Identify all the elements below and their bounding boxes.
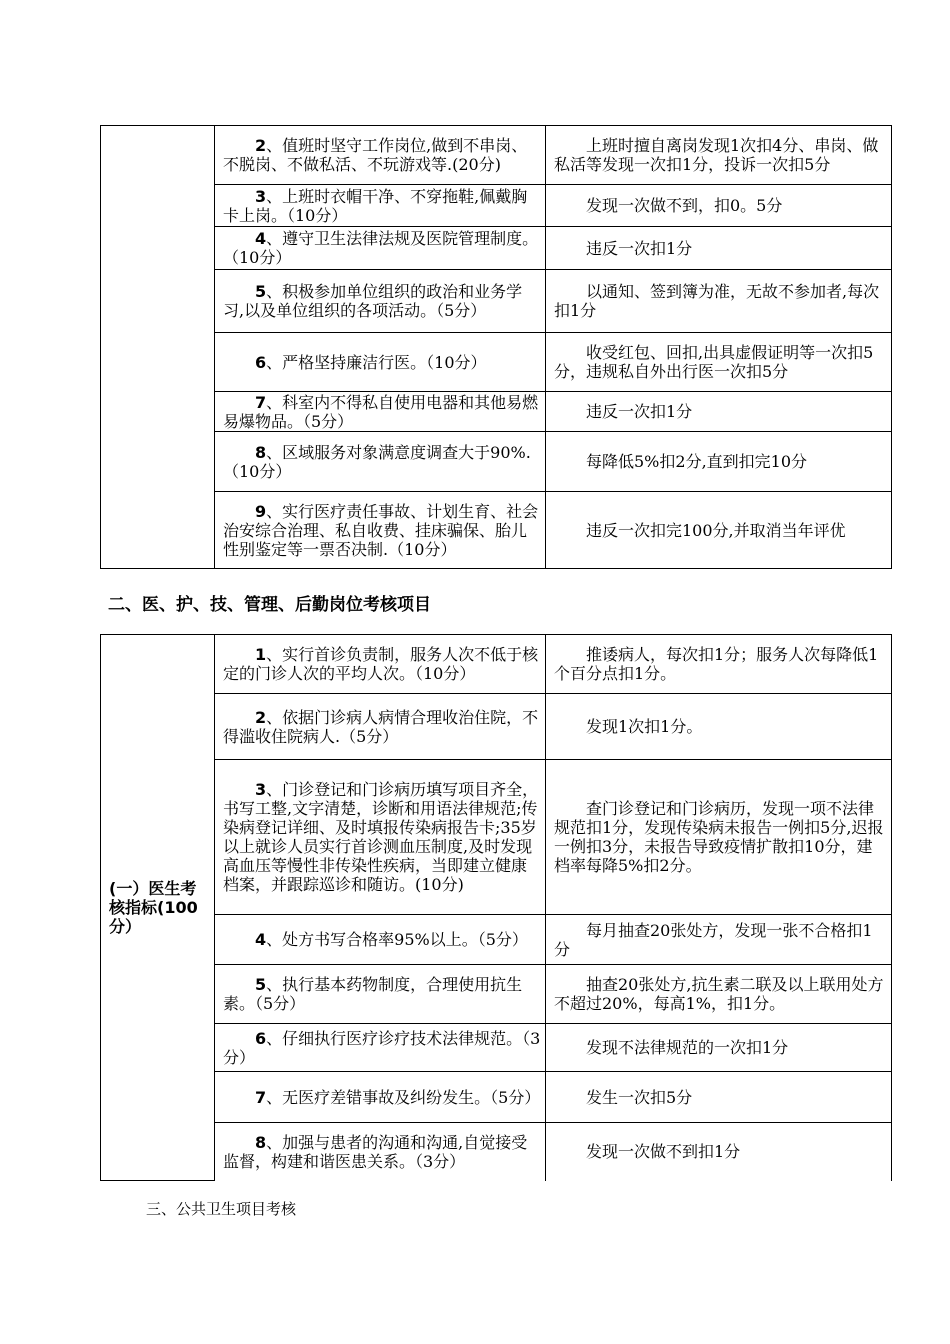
item-number: 2 — [255, 707, 267, 727]
item-number: 3 — [255, 780, 267, 799]
requirement-cell — [215, 760, 546, 915]
deduction-rule-cell: 每降低5%扣2分,直到扣完10分 — [546, 432, 892, 492]
deduction-rule-cell: 以通知、签到簿为准，无故不参加者,每次扣1分 — [546, 270, 892, 333]
requirement-cell — [215, 1072, 546, 1123]
item-number: 3 — [255, 186, 267, 206]
deduction-rule-cell: 发现一次做不到扣1分 — [546, 1123, 892, 1181]
item-number: 6 — [255, 1028, 267, 1048]
requirement-cell — [215, 635, 546, 694]
table-row — [101, 185, 892, 227]
deduction-rule-cell: 抽查20张处方,抗生素二联及以上联用处方不超过20%，每高1%，扣1分。 — [546, 965, 892, 1024]
item-number: 8 — [255, 442, 267, 462]
table-row — [101, 126, 892, 185]
requirement-text: 、遵守卫生法律法规及医院管理制度。（10分） — [223, 229, 539, 267]
deduction-rule-cell: 违反一次扣完100分,并取消当年评优 — [546, 492, 892, 569]
table-row — [101, 965, 892, 1024]
item-number: 2 — [255, 136, 267, 155]
requirement-text: 、值班时坚守工作岗位,做到不串岗、不脱岗、不做私活、不玩游戏等.(20分) — [223, 136, 528, 174]
assessment-table-1 — [100, 125, 892, 569]
table-row — [101, 694, 892, 760]
requirement-cell — [215, 270, 546, 333]
requirement-cell — [215, 1123, 546, 1181]
deduction-rule-cell: 上班时擅自离岗发现1次扣4分、串岗、做私活等发现一次扣1分，投诉一次扣5分 — [546, 126, 892, 185]
table-row — [101, 227, 892, 270]
requirement-cell — [215, 227, 546, 270]
deduction-rule-cell: 每月抽查20张处方，发现一张不合格扣1分 — [546, 915, 892, 965]
requirement-text: 、科室内不得私自使用电器和其他易燃易爆物品。（5分） — [223, 392, 539, 431]
requirement-cell — [215, 185, 546, 227]
item-number: 7 — [255, 392, 267, 412]
deduction-rule-cell: 收受红包、回扣,出具虚假证明等一次扣5分，违规私自外出行医一次扣5分 — [546, 333, 892, 392]
deduction-rule-cell: 违反一次扣1分 — [546, 392, 892, 432]
requirement-text: 、执行基本药物制度，合理使用抗生素。（5分） — [223, 975, 523, 1013]
requirement-text: 、积极参加单位组织的政治和业务学习,以及单位组织的各项活动。（5分） — [223, 282, 523, 320]
deduction-rule-cell: 发现不法律规范的一次扣1分 — [546, 1024, 892, 1072]
table-row — [101, 270, 892, 333]
requirement-text: 、实行医疗责任事故、计划生育、社会治安综合治理、私自收费、挂床骗保、胎儿性别鉴定等一票否决制.（10分） — [223, 501, 539, 559]
deduction-rule-cell: 发现一次做不到，扣0。5分 — [546, 185, 892, 227]
section-2-heading: 二、医、护、技、管理、后勤岗位考核项目 — [108, 595, 431, 615]
requirement-cell — [215, 432, 546, 492]
deduction-rule-cell: 违反一次扣1分 — [546, 227, 892, 270]
requirement-cell — [215, 492, 546, 569]
table-row — [101, 760, 892, 915]
item-number: 9 — [255, 501, 267, 521]
category-cell-empty — [101, 126, 215, 569]
requirement-text: 、加强与患者的沟通和沟通,自觉接受监督，构建和谐医患关系。（3分） — [223, 1132, 528, 1171]
deduction-rule-cell: 查门诊登记和门诊病历，发现一项不法律规范扣1分，发现传染病未报告一例扣5分,迟报一例扣3分，未报告导致疫情扩散扣10分，建档率每降5%扣2分。 — [546, 760, 892, 915]
requirement-text: 、依据门诊病人病情合理收治住院，不得滥收住院病人.（5分） — [223, 707, 539, 746]
deduction-rule-cell: 推诿病人，每次扣1分；服务人次每降低1个百分点扣1分。 — [546, 635, 892, 694]
item-number: 8 — [255, 1132, 267, 1152]
deduction-rule-cell: 发生一次扣5分 — [546, 1072, 892, 1123]
item-number: 5 — [255, 282, 267, 301]
category-cell: (一）医生考核指标(100分） — [101, 635, 215, 1181]
requirement-cell — [215, 915, 546, 965]
requirement-cell — [215, 392, 546, 432]
requirement-text: 、无医疗差错事故及纠纷发生。（5分） — [266, 1087, 541, 1107]
table-row — [101, 333, 892, 392]
table-row — [101, 392, 892, 432]
item-number: 7 — [255, 1087, 267, 1107]
requirement-text: 、实行首诊负责制，服务人次不低于核定的门诊人次的平均人次。（10分） — [223, 645, 539, 683]
section-3-heading: 三、公共卫生项目考核 — [146, 1200, 297, 1218]
item-number: 5 — [255, 975, 267, 994]
requirement-text: 、严格坚持廉洁行医。（10分） — [266, 352, 487, 372]
requirement-text: 、仔细执行医疗诊疗技术法律规范。（3分） — [223, 1028, 541, 1067]
item-number: 4 — [255, 229, 267, 248]
item-number: 4 — [255, 930, 267, 949]
assessment-table-2 — [100, 634, 892, 1181]
item-number: 6 — [255, 352, 267, 372]
deduction-rule-cell: 发现1次扣1分。 — [546, 694, 892, 760]
table-row — [101, 1123, 892, 1181]
requirement-cell — [215, 126, 546, 185]
requirement-cell — [215, 333, 546, 392]
requirement-text: 、门诊登记和门诊病历填写项目齐全，书写工整,文字清楚，诊断和用语法律规范;传染病登记详细、及时填报传染病报告卡;35岁以上就诊人员实行首诊测血压制度,及时发现高血压等慢性非传染性疾病，当即建立健康档案，并跟踪巡诊和随访。(10分) — [223, 780, 539, 894]
requirement-cell — [215, 1024, 546, 1072]
table-row — [101, 1072, 892, 1123]
requirement-cell — [215, 965, 546, 1024]
table-row — [101, 915, 892, 965]
table-row — [101, 1024, 892, 1072]
table-row — [101, 492, 892, 569]
requirement-text: 、区域服务对象满意度调查大于90%.（10分） — [223, 442, 531, 481]
table-row — [101, 432, 892, 492]
requirement-text: 、处方书写合格率95%以上。（5分） — [266, 930, 528, 949]
requirement-text: 、上班时衣帽干净、不穿拖鞋,佩戴胸卡上岗。（10分） — [223, 186, 528, 225]
item-number: 1 — [255, 645, 267, 664]
requirement-cell — [215, 694, 546, 760]
table-row — [101, 635, 892, 694]
